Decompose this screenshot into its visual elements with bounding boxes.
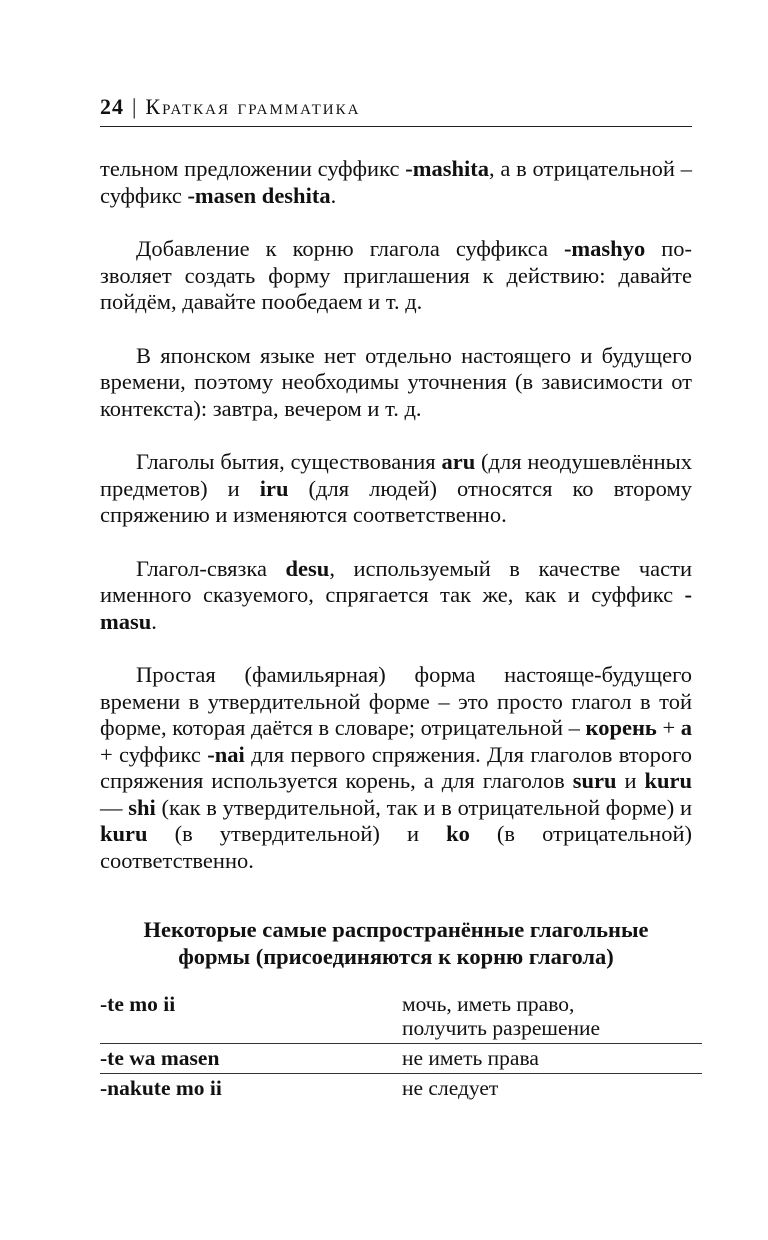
verb-form: -te wa masen <box>100 1046 220 1070</box>
verb-form-meaning <box>402 1076 702 1100</box>
text-run: + <box>656 715 681 740</box>
bold-term: shi <box>128 794 156 820</box>
text-run: (как в утвердительной, так и в отрицательной форме) и <box>155 794 692 820</box>
chapter-title: Краткая грамматика <box>145 94 361 119</box>
text-run: Простая (фамильярная) форма настояще-будущего времени в утвердительной форме – это просто глагол в той форме, которая даётся в словаре; отрицательной – <box>100 662 692 740</box>
meaning-line: не следует <box>402 1076 499 1100</box>
bold-term: iru <box>259 475 289 501</box>
text-run: (в утвердительной) и <box>147 821 447 846</box>
text-run: В японском языке нет отдельно настоящего и будущего времени, поэтому необходимы уточнения (в зависимости от контекста): завтра, вечером и т. д. <box>100 342 692 421</box>
bold-term: -mashita <box>405 156 489 181</box>
body-text <box>100 156 692 901</box>
text-run: . <box>151 608 157 634</box>
bold-term: aru <box>441 449 476 474</box>
bold-term: kuru <box>644 768 693 793</box>
table-title-line-1: Некоторые самые распространённые глагольные <box>143 917 649 942</box>
bold-term: a <box>680 715 693 740</box>
paragraph <box>100 156 692 209</box>
table-row <box>100 1044 702 1074</box>
bold-term: -masu <box>100 582 692 634</box>
bold-term: -masen deshita <box>187 182 331 208</box>
bold-term: -mashyo <box>563 236 646 261</box>
text-run: (в отрицательной) соответственно. <box>100 821 693 873</box>
table-title <box>100 916 692 970</box>
text-run: Добавление к корню глагола суффикса <box>136 236 564 261</box>
text-run: — <box>100 794 129 820</box>
meaning-line: не иметь права <box>402 1046 539 1070</box>
paragraph <box>100 662 692 874</box>
page-number: 24 <box>100 94 124 119</box>
table-row <box>100 1074 702 1103</box>
paragraph <box>100 236 692 316</box>
bold-term: suru <box>572 768 617 793</box>
running-header <box>100 92 692 127</box>
text-run: тельном предложении суффикс <box>100 156 406 181</box>
verb-form: -te mo ii <box>100 992 176 1016</box>
table-title-line-2: формы (присоединяются к корню глагола) <box>178 944 614 969</box>
verb-form: -nakute mo ii <box>100 1076 222 1100</box>
paragraph <box>100 343 692 423</box>
text-run: (для неодушевлённых предметов) и <box>100 449 692 501</box>
table-row <box>100 990 702 1044</box>
verb-form-meaning <box>402 1046 702 1070</box>
header-separator: | <box>132 94 137 119</box>
bold-term: ko <box>446 821 470 846</box>
text-run: , а в отрицательной – суффикс <box>100 156 692 208</box>
text-run: Глаголы бытия, существования <box>136 449 442 474</box>
bold-term: -nai <box>207 741 245 767</box>
text-run: позволяет создать форму приглашения к действию: давайте пойдём, давайте пообедаем и т. д. <box>100 236 692 314</box>
text-run: Глагол-связка <box>136 555 286 581</box>
meaning-line: получить разрешение <box>402 1016 601 1040</box>
meaning-line: мочь, иметь право, <box>402 992 575 1016</box>
verb-form-meaning <box>402 992 702 1040</box>
text-run: и <box>616 768 645 793</box>
text-run: для первого спряжения. Для глаголов второго спряжения используется корень, а для глаголов <box>100 741 693 793</box>
text-run: , используемый в качестве части именного сказуемого, спрягается так же, как и суффикс <box>100 555 692 607</box>
text-run: + суффикс <box>100 741 208 767</box>
verb-forms-table <box>100 990 702 1103</box>
paragraph <box>100 556 692 636</box>
text-run: . <box>330 182 337 208</box>
paragraph <box>100 449 692 529</box>
bold-term: корень <box>585 715 657 740</box>
bold-term: kuru <box>100 821 148 846</box>
bold-term: desu <box>285 555 330 581</box>
text-run: (для людей) относятся ко второму спряжению и изменяются соответственно. <box>100 475 692 527</box>
